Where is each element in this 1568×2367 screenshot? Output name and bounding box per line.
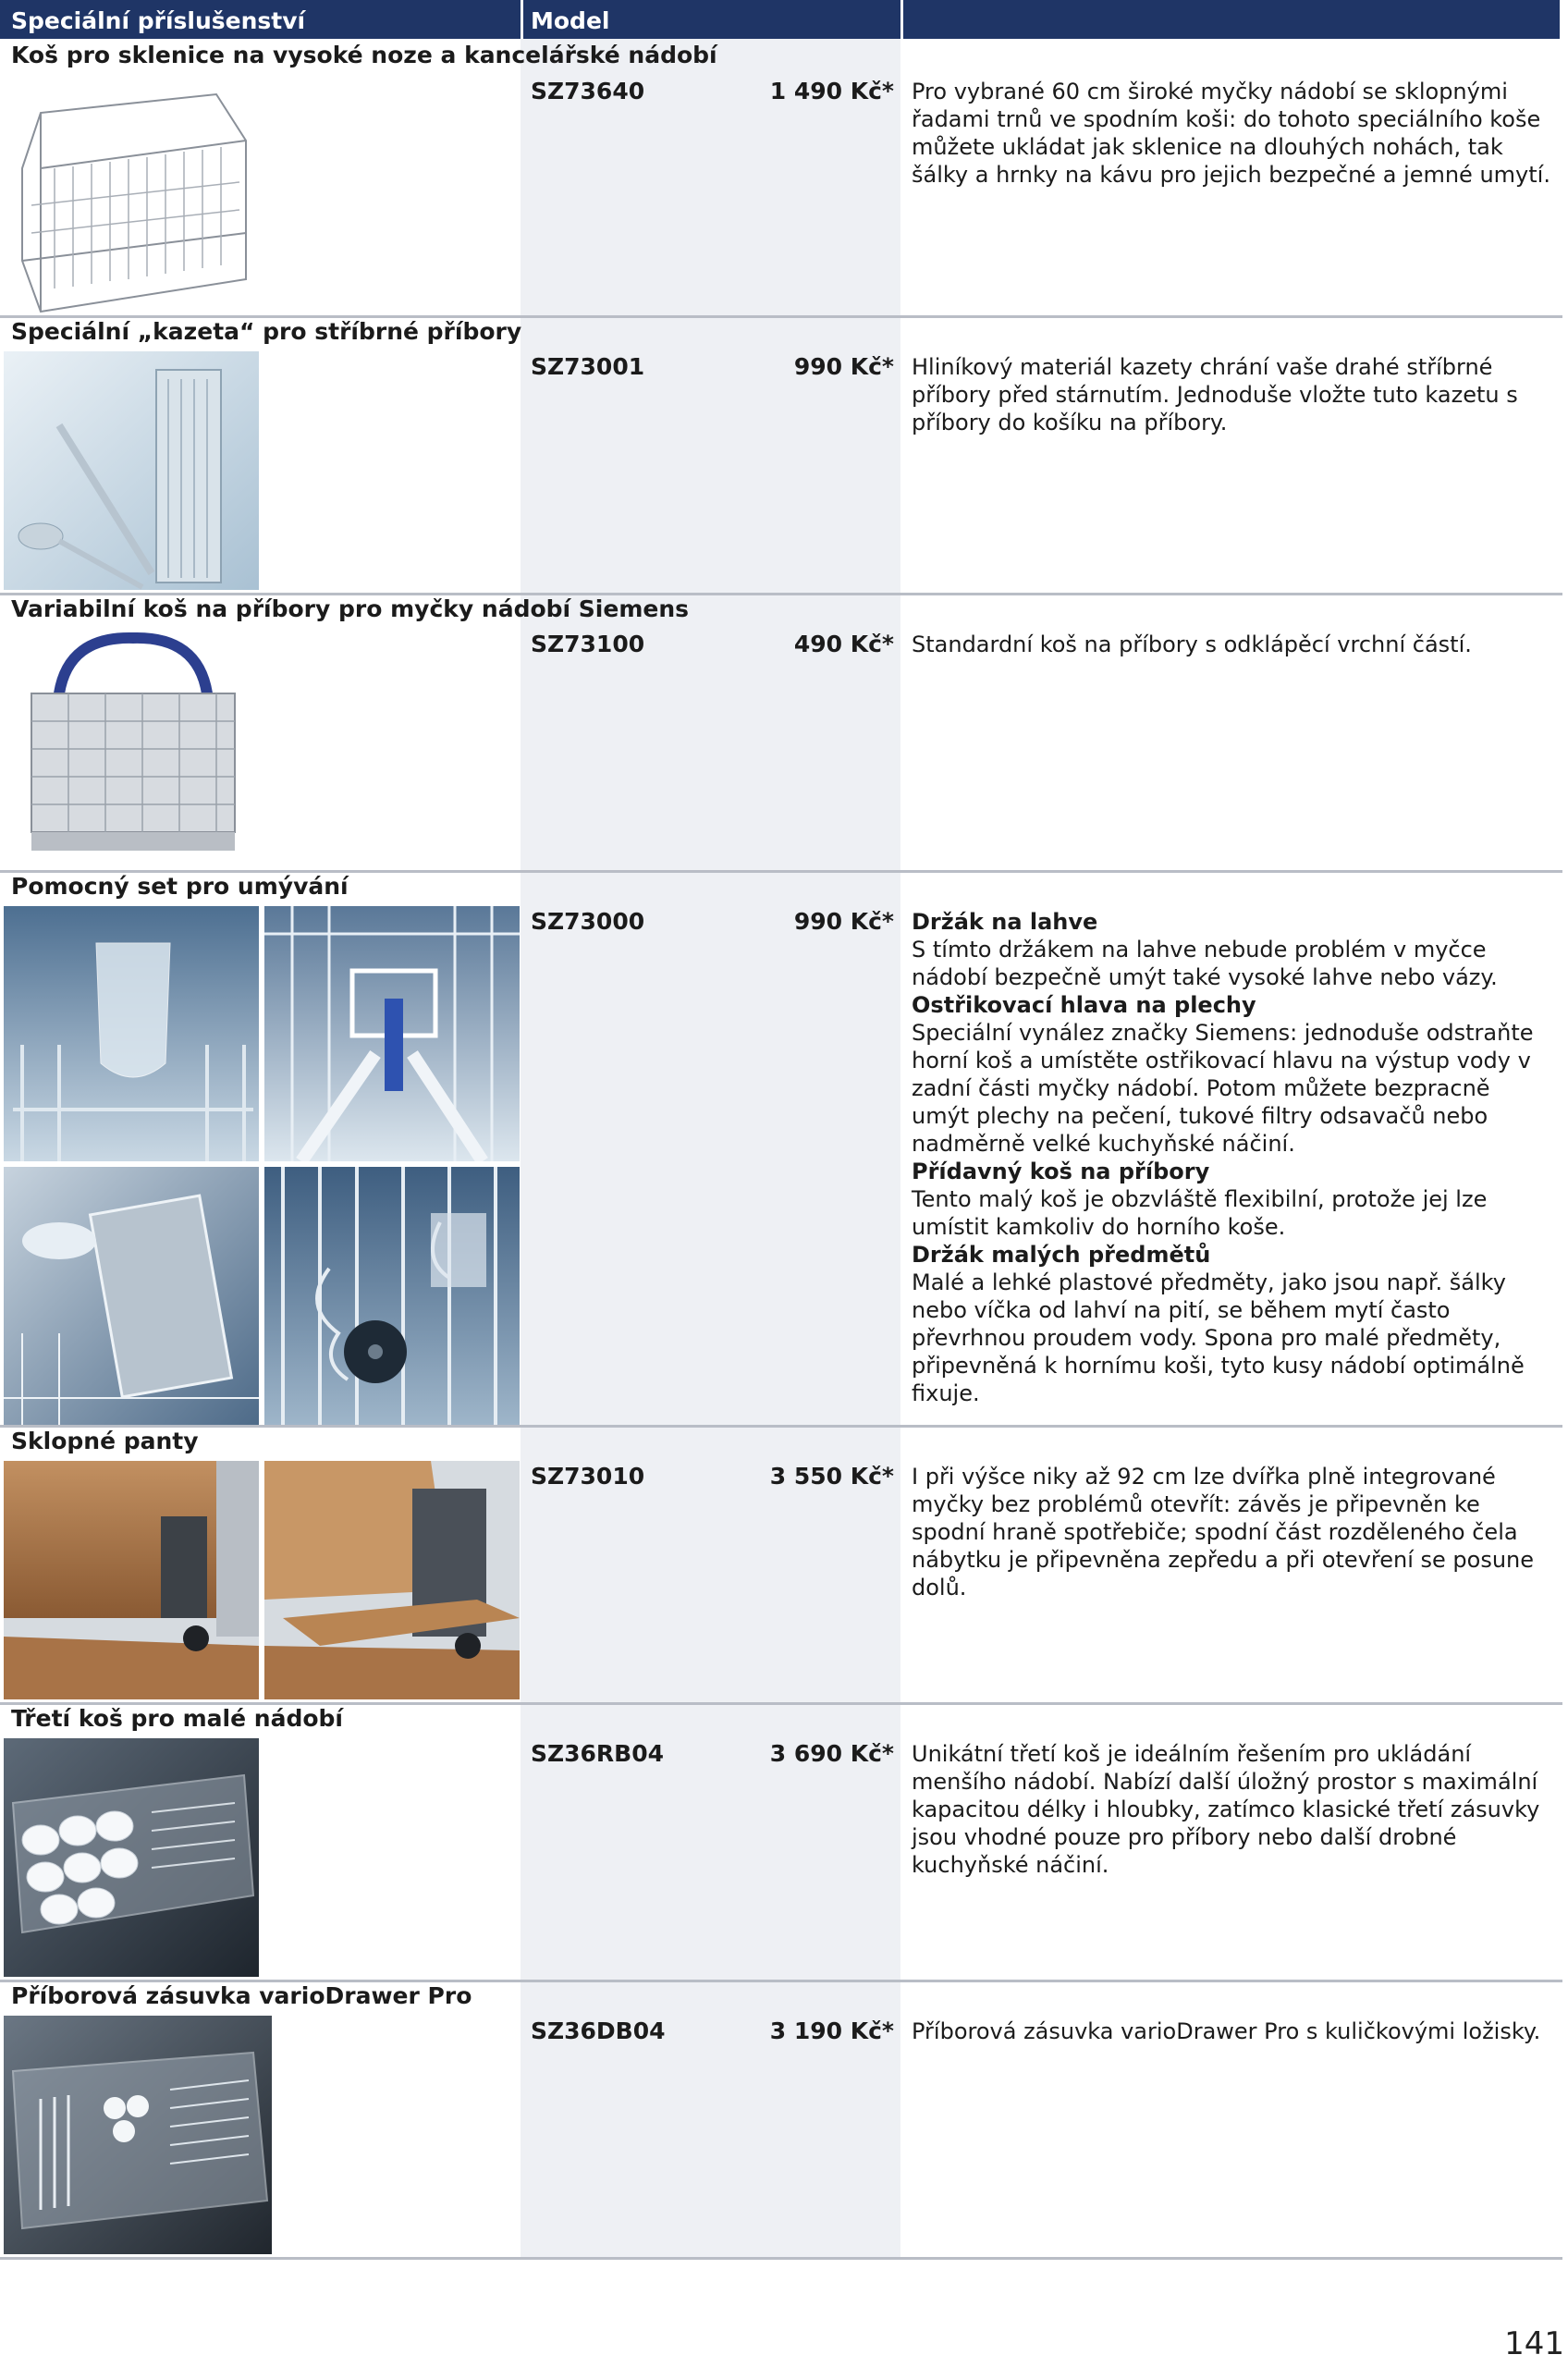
bottle-holder-image bbox=[4, 906, 259, 1161]
section-title: Speciální „kazeta“ pro stříbrné příbory bbox=[11, 318, 522, 345]
item-text: Tento malý koš je obzvláště flexibilní, protože jej lze umístit kamkoliv do horního koše. bbox=[912, 1186, 1488, 1240]
section-title: Variabilní koš na příbory pro myčky nádobí Siemens bbox=[11, 595, 690, 622]
model-code: SZ73640 bbox=[531, 78, 645, 104]
description bbox=[912, 631, 1554, 658]
hinge-closed-image bbox=[4, 1461, 259, 1699]
item-heading: Držák malých předmětů bbox=[912, 1242, 1211, 1268]
price: 490 Kč* bbox=[793, 631, 894, 657]
page-number: 141 bbox=[1504, 2325, 1564, 2362]
description-text: Unikátní třetí koš je ideálním řešením pro ukládání menšího nádobí. Nabízí další úložný prostor s maximální kapacitou délky i hloubky, zatímco klasické třetí zásuvky jsou vhodné pouze pro příbory nebo další drobné kuchyňské náčiní. bbox=[912, 1741, 1540, 1878]
model-code: SZ36RB04 bbox=[531, 1740, 665, 1767]
model-code: SZ73000 bbox=[531, 908, 645, 935]
description bbox=[912, 353, 1554, 436]
glass-basket-image bbox=[4, 76, 259, 314]
description-text: Příborová zásuvka varioDrawer Pro s kuličkovými ložisky. bbox=[912, 2018, 1541, 2044]
vario-drawer-image bbox=[4, 2016, 272, 2254]
description-text: I při výšce niky až 92 cm lze dvířka plně integrované myčky bez problémů otevřít: závěs je připevněn ke spodní hraně spotřebiče; spodní část rozděleného čela nábytku je připevněna zepředu a při otevření se posune dolů. bbox=[912, 1464, 1535, 1600]
price: 1 490 Kč* bbox=[769, 78, 894, 104]
model-code: SZ73001 bbox=[531, 353, 645, 380]
model-code: SZ73010 bbox=[531, 1463, 645, 1490]
table-header-desc bbox=[903, 0, 1560, 39]
item-text: S tímto držákem na lahve nebude problém v myčce nádobí bezpečně umýt také vysoké lahve nebo vázy. bbox=[912, 937, 1498, 990]
spray-head-image bbox=[264, 906, 520, 1161]
model-code: SZ73100 bbox=[531, 631, 645, 657]
price: 3 550 Kč* bbox=[769, 1463, 894, 1490]
price: 990 Kč* bbox=[793, 353, 894, 380]
extra-cutlery-basket-image bbox=[4, 1167, 259, 1428]
header-model-label: Model bbox=[531, 7, 610, 34]
section-title: Koš pro sklenice na vysoké noze a kancelářské nádobí bbox=[11, 42, 717, 68]
row-divider bbox=[0, 2257, 1562, 2260]
item-heading: Ostřikovací hlava na plechy bbox=[912, 992, 1256, 1018]
third-rack-image bbox=[4, 1738, 259, 1977]
description-text: Hliníkový materiál kazety chrání vaše drahé stříbrné příbory před stárnutím. Jednoduše vložte tuto kazetu s příbory do košíku na příbory. bbox=[912, 354, 1518, 435]
cutlery-basket-image bbox=[4, 629, 259, 867]
description bbox=[912, 908, 1554, 1407]
small-items-holder-image bbox=[264, 1167, 520, 1428]
table-header-model bbox=[523, 0, 900, 39]
hinge-open-image bbox=[264, 1461, 520, 1699]
item-heading: Přídavný koš na příbory bbox=[912, 1159, 1210, 1184]
section-title: Příborová zásuvka varioDrawer Pro bbox=[11, 1982, 472, 2009]
item-heading: Držák na lahve bbox=[912, 909, 1098, 935]
description bbox=[912, 1463, 1554, 1601]
description-text: Pro vybrané 60 cm široké myčky nádobí se sklopnými řadami trnů ve spodním koši: do tohoto speciálního koše můžete ukládat jak sklenice na dlouhých nohách, tak šálky a hrnky na kávu pro jejich bezpečné a jemné umytí. bbox=[912, 79, 1550, 188]
row-divider bbox=[0, 1425, 1562, 1428]
silver-cassette-image bbox=[4, 351, 259, 590]
description bbox=[912, 1740, 1554, 1879]
item-text: Speciální vynález značky Siemens: jednoduše odstraňte horní koš a umístěte ostřikovací hlavu na výstup vody v zadní části myčky nádobí. Potom můžete bezpracně umýt plechy na pečení, tukové filtry odsavačů nebo nadměrně velké kuchyňské náčiní. bbox=[912, 1020, 1534, 1157]
header-accessories-label: Speciální příslušenství bbox=[11, 7, 306, 34]
description-text: Standardní koš na příbory s odklápěcí vrchní částí. bbox=[912, 632, 1472, 657]
section-title: Pomocný set pro umývání bbox=[11, 873, 349, 900]
price: 990 Kč* bbox=[793, 908, 894, 935]
item-text: Malé a lehké plastové předměty, jako jsou např. šálky nebo víčka od lahví na pití, se během mytí často převrhnou proudem vody. Spona pro malé předměty, připevněná k hornímu koši, tyto kusy nádobí optimálně fixuje. bbox=[912, 1269, 1525, 1406]
price: 3 190 Kč* bbox=[769, 2017, 894, 2044]
description bbox=[912, 2017, 1554, 2045]
description bbox=[912, 78, 1554, 189]
section-title: Sklopné panty bbox=[11, 1428, 199, 1454]
model-code: SZ36DB04 bbox=[531, 2017, 666, 2044]
section-title: Třetí koš pro malé nádobí bbox=[11, 1705, 343, 1732]
table-header bbox=[0, 0, 521, 39]
price: 3 690 Kč* bbox=[769, 1740, 894, 1767]
